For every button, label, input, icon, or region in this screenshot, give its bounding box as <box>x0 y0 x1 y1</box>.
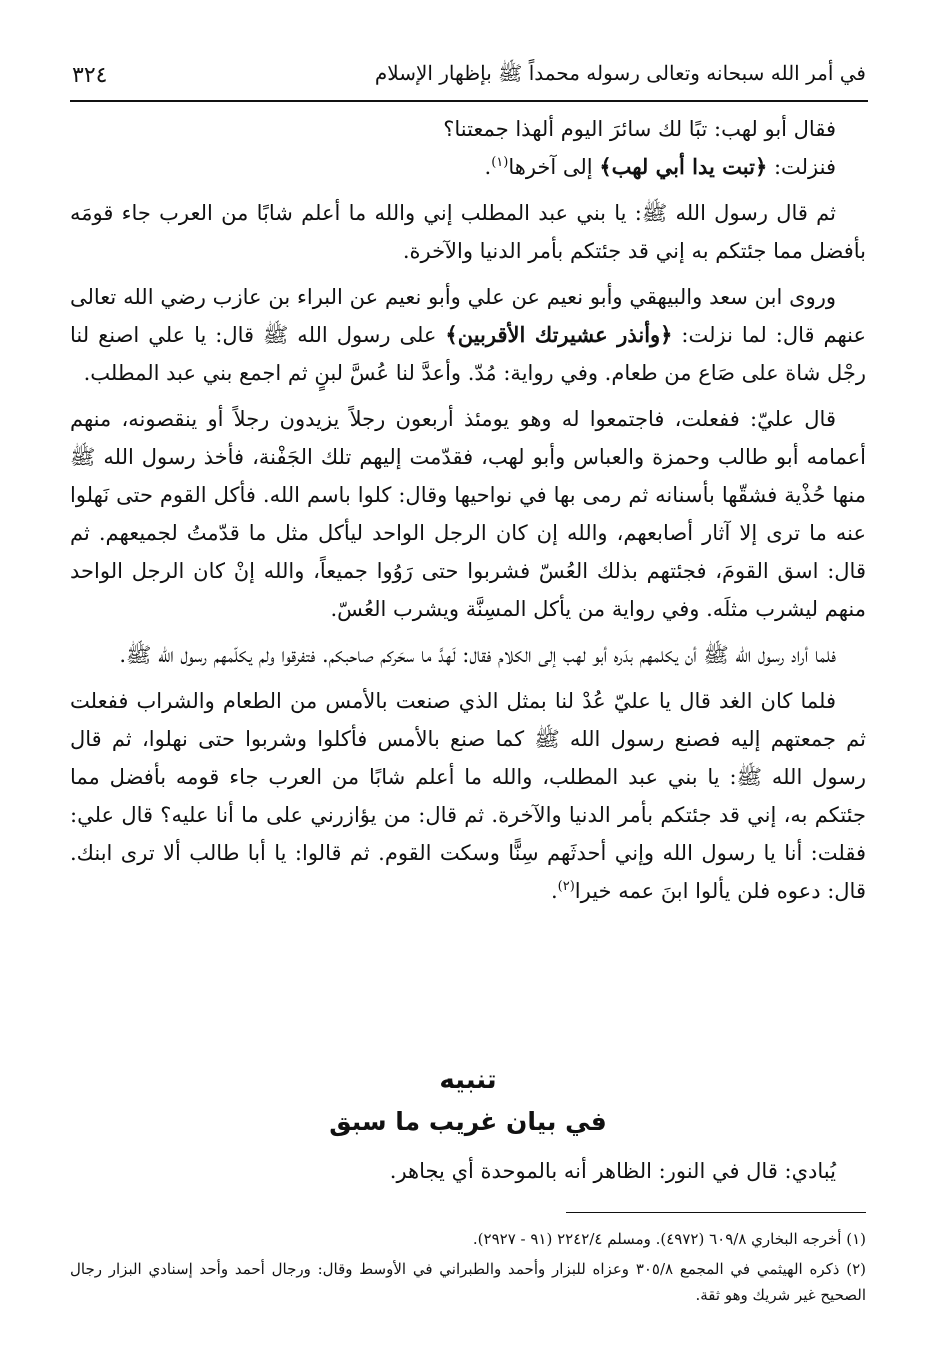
paragraph-2 <box>70 148 866 186</box>
footnote-1: (١) أخرجه البخاري ٦٠٩/٨ (٤٩٧٢). ومسلم ٢٢٤٢/٤ (٩١ - ٢٩٢٧). <box>472 1230 866 1248</box>
paragraph-2-tail: إلى آخرها <box>508 155 600 179</box>
header-divider <box>70 100 868 102</box>
running-title: في أمر الله سبحانه وتعالى رسوله محمداً ﷺ بإظهار الإسلام <box>374 60 866 85</box>
gloss-entry: يُبادي: قال في النور: الظاهر أنه بالموحدة أي يجاهر. <box>389 1159 836 1183</box>
paragraph-7-text: فلما كان الغد قال يا عليّ عُدْ لنا بمثل الذي صنعت بالأمس من الطعام والشراب ففعلت ثم جمعتهم إليه فصنع رسول الله ﷺ كما صنع بالأمس فأكلوا وشربوا حتى نهلوا، ثم قال رسول الله ﷺ: يا بني عبد المطلب، والله ما أعلم شابًا من العرب جاء قومه بأفضل مما جئتكم به، إني قد جئتكم بأمر الدنيا والآخرة. ثم قال: من يؤازرني على ما أنا عليه؟ قال علي: فقلت: أنا يا رسول الله وإني أحدثَهم سِنًّا وسكت القوم. ثم قالوا: يا أبا طالب ألا ترى ابنك. قال: دعوه فلن يألوا ابنَ عمه خيرا <box>70 689 866 903</box>
paragraph-7 <box>70 682 866 910</box>
paragraph-6: فلما أراد رسول الله ﷺ أن يكلمهم بدَره أبو لهب إلى الكلام فقال: لَهدَّ ما سحَركم صاحبكم. فتفرقوا ولم يكلّمهم رسول الله ﷺ. <box>119 643 836 667</box>
footnotes <box>70 1226 866 1312</box>
heading-title: تنبيه <box>439 1065 497 1095</box>
quran-quote: ﴿تبت يدا أبي لهب﴾ <box>599 154 768 179</box>
paragraph-4 <box>70 278 866 392</box>
paragraph-1: فقال أبو لهب: تبًا لك سائرَ اليوم ألهذا جمعتنا؟ <box>443 117 836 141</box>
paragraph-7-end: . <box>550 879 558 903</box>
footnote-ref-1: (١) <box>491 155 509 170</box>
page-header <box>72 52 866 98</box>
heading-subtitle: في بيان غريب ما سبق <box>329 1107 607 1136</box>
paragraph-4-lead: وروى ابن سعد والبيهقي وأبو نعيم عن علي وأبو نعيم عن البراء بن عازب رضي الله تعالى عنهم قال: لما نزلت: <box>70 285 866 347</box>
paragraph-3: ثم قال رسول الله ﷺ: يا بني عبد المطلب إني والله ما أعلم شابًا من العرب جاء قومَه بأفضل مما جئتكم به إني قد جئتكم بأمر الدنيا والآخرة. <box>70 201 866 263</box>
paragraph-2-lead: فنزلت: <box>767 155 836 179</box>
paragraph-4-tail: على رسول الله ﷺ قال: يا علي اصنع لنا رجْل شاة على صَاع من طعام. وفي رواية: مُدّ. وأعدَّ لنا عُسَّ لبنٍ ثم اجمع بني عبد المطلب. <box>70 323 866 385</box>
main-text <box>70 110 866 918</box>
section-heading <box>70 1060 866 1144</box>
footnote-2: (٢) ذكره الهيثمي في المجمع ٣٠٥/٨ وعزاه للبزار وأحمد والطبراني في الأوسط وقال: ورجال أحمد وأحد إسنادي البزار رجال الصحيح غير شريك وهو ثقة. <box>70 1260 866 1304</box>
footnote-ref-2: (٢) <box>557 879 575 894</box>
paragraph-2-end: . <box>484 155 492 179</box>
quran-quote-2: ﴿وأنذر عشيرتك الأقربين﴾ <box>445 322 673 347</box>
footnote-divider <box>566 1212 866 1213</box>
paragraph-5: قال عليّ: ففعلت، فاجتمعوا له وهو يومئذ أربعون رجلاً يزيدون رجلاً أو ينقصونه، منهم أعمامه أبو طالب وحمزة والعباس وأبو لهب، فقدّمت إليهم تلك الجَفْنة، فأخذ رسول الله ﷺ منها حُذْية فشقّها بأسنانه ثم رمى بها في نواحيها وقال: كلوا باسم الله. فأكل القوم حتى نَهلوا عنه ما ترى إلا آثار أصابعهم، والله إن كان الرجل الواحد ليأكل مثل ما قدّمتُ لجميعهم. ثم قال: اسق القومَ، فجئتهم بذلك العُسّ فشربوا حتى رَوُوا جميعاً، والله إنْ كان الرجل الواحد منهم ليشرب مثلَه. وفي رواية من يأكل المسِنَّة ويشرب العُسّ. <box>70 407 866 621</box>
page-number: ٣٢٤ <box>72 62 108 88</box>
